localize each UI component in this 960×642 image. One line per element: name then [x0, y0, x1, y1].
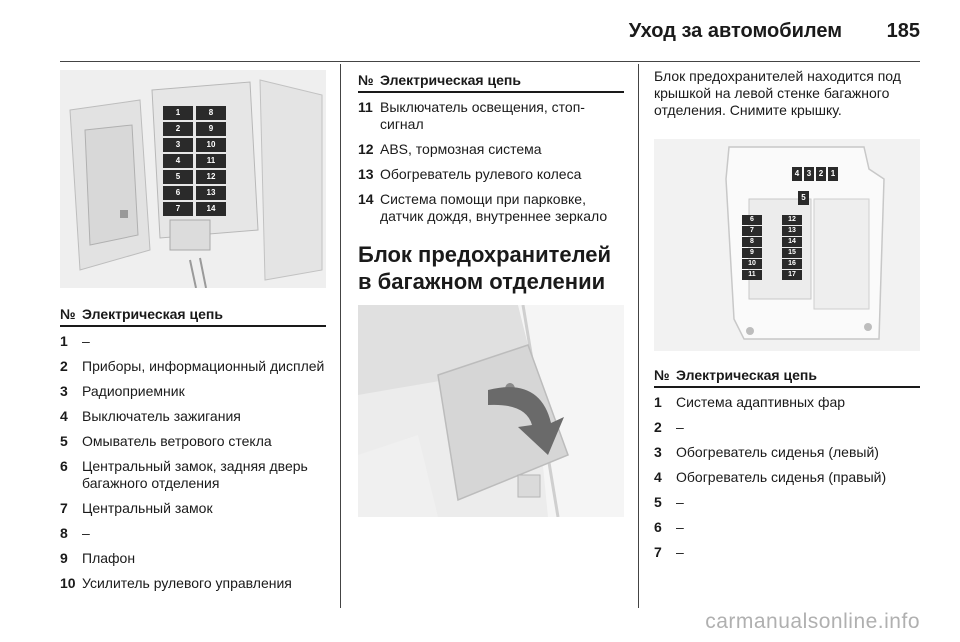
row-description: Выключатель освещения, стоп-сигнал: [380, 99, 585, 132]
fuse-label: 6: [742, 215, 762, 225]
header-rule: [60, 61, 920, 62]
fuse-label: 15: [782, 248, 802, 258]
row-number: 12: [358, 141, 374, 157]
fuse-label: 5: [798, 191, 809, 205]
row-description: –: [82, 525, 90, 541]
fuse-label: 11: [742, 270, 762, 280]
table-1-body: [60, 333, 326, 592]
row-description: Центральный замок: [82, 500, 213, 516]
row-number: 1: [654, 394, 662, 410]
table-row: [60, 525, 326, 542]
column-header-circuit: Электрическая цепь: [82, 306, 223, 322]
row-number: 9: [60, 550, 68, 566]
row-description: Система помощи при парковке, датчик дождя, внутреннее зеркало: [380, 191, 608, 224]
fuse-label: 7: [163, 202, 193, 216]
fuse-label: 13: [782, 226, 802, 236]
table-row: [654, 394, 920, 411]
fuse-label: 10: [742, 259, 762, 269]
row-description: –: [676, 544, 684, 560]
table-2-body: [358, 99, 624, 225]
fuse-label: 5: [163, 170, 193, 184]
fuse-label: 8: [196, 106, 226, 120]
fuse-label: 9: [742, 248, 762, 258]
row-number: 10: [60, 575, 76, 591]
fuse-label: 9: [196, 122, 226, 136]
page-title: Уход за автомобилем: [628, 20, 842, 42]
row-number: 2: [60, 358, 68, 374]
column-header-circuit: Электрическая цепь: [676, 367, 817, 383]
row-description: ABS, тормозная система: [380, 141, 542, 157]
fuse-label: 1: [828, 167, 838, 181]
row-description: –: [676, 494, 684, 510]
row-description: Обогреватель сиденья (правый): [676, 469, 887, 485]
fuse-labels-right: [782, 215, 802, 281]
row-number: 14: [358, 191, 374, 207]
row-description: Плафон: [82, 550, 136, 566]
table-row: [654, 419, 920, 436]
fuse-label: 3: [804, 167, 814, 181]
column-2: [358, 70, 624, 517]
table-row: [358, 166, 624, 183]
row-number: 6: [654, 519, 662, 535]
table-row: [60, 358, 326, 375]
row-description: Усилитель рулевого управления: [82, 575, 292, 591]
fuse-label: 7: [742, 226, 762, 236]
column-header-circuit: Электрическая цепь: [380, 72, 521, 88]
table-row: [60, 500, 326, 517]
fuse-label: 1: [163, 106, 193, 120]
row-description: –: [676, 419, 684, 435]
table-row: [60, 550, 326, 567]
fuse-label: 14: [196, 202, 226, 216]
section-title: Блок предохранителей в багажном отделении: [358, 242, 612, 294]
row-number: 13: [358, 166, 374, 182]
row-number: 3: [60, 383, 68, 399]
fuse-label: 12: [196, 170, 226, 184]
engine-fuse-box-photo: [60, 70, 326, 288]
column-header-number: №: [60, 306, 76, 322]
fuse-label: 10: [196, 138, 226, 152]
row-description: Выключатель зажигания: [82, 408, 241, 424]
fuse-label: 6: [163, 186, 193, 200]
row-description: Обогреватель рулевого колеса: [380, 166, 582, 182]
fuse-label: 3: [163, 138, 193, 152]
fuse-label: 17: [782, 270, 802, 280]
table-3-header: [654, 365, 920, 388]
row-number: 11: [358, 99, 373, 115]
row-description: Система адаптивных фар: [676, 394, 846, 410]
table-row: [654, 544, 920, 561]
table-row: [60, 383, 326, 400]
watermark[interactable]: carmanualsonline.info: [705, 610, 920, 633]
fuse-labels-right: [196, 106, 226, 218]
table-1-header: [60, 304, 326, 327]
trunk-cover-photo: [358, 305, 624, 517]
row-number: 7: [60, 500, 68, 516]
table-row: [654, 469, 920, 486]
fuse-label: 4: [163, 154, 193, 168]
table-3-body: [654, 394, 920, 561]
row-number: 3: [654, 444, 662, 460]
column-header-number: №: [358, 72, 374, 88]
page-number: 185: [886, 20, 920, 42]
table-2-header: [358, 70, 624, 93]
row-number: 5: [654, 494, 662, 510]
column-1: [60, 70, 326, 600]
fuse-label: 14: [782, 237, 802, 247]
table-row: [60, 575, 326, 592]
column-header-number: №: [654, 367, 670, 383]
column-divider-left: [340, 64, 341, 608]
row-description: Радиоприемник: [82, 383, 185, 399]
trunk-fuse-box-diagram: [654, 139, 920, 351]
row-description: –: [676, 519, 684, 535]
fuse-label: 8: [742, 237, 762, 247]
table-row: [654, 444, 920, 461]
fuse-label: 13: [196, 186, 226, 200]
column-3: [654, 70, 920, 569]
row-description: –: [82, 333, 90, 349]
row-number: 4: [654, 469, 662, 485]
table-row: [60, 458, 326, 492]
fuse-label: 4: [792, 167, 802, 181]
row-description: Обогреватель сиденья (левый): [676, 444, 879, 460]
fuse-label: 2: [163, 122, 193, 136]
row-number: 7: [654, 544, 662, 560]
column-divider-right: [638, 64, 639, 608]
table-row: [358, 99, 624, 133]
row-number: 6: [60, 458, 68, 474]
row-number: 5: [60, 433, 68, 449]
fuse-label: 2: [816, 167, 826, 181]
fuse-labels-left: [742, 215, 762, 281]
row-number: 2: [654, 419, 662, 435]
row-number: 1: [60, 333, 68, 349]
fuse-labels-top: [792, 167, 838, 181]
table-row: [60, 433, 326, 450]
table-row: [654, 494, 920, 511]
row-description: Омыватель ветрового стекла: [82, 433, 272, 449]
row-description: Центральный замок, задняя дверь багажного отделения: [82, 458, 308, 491]
table-row: [60, 408, 326, 425]
fuse-label: 12: [782, 215, 802, 225]
fuse-label: 11: [196, 154, 226, 168]
table-row: [60, 333, 326, 350]
fuse-panel-illustration: [60, 70, 326, 288]
fuse-label: 16: [782, 259, 802, 269]
row-number: 4: [60, 408, 68, 424]
trunk-illustration: [358, 305, 624, 517]
row-description: Приборы, информационный дисплей: [82, 358, 325, 374]
table-row: [654, 519, 920, 536]
table-row: [358, 191, 624, 225]
intro-paragraph: Блок предохранителей находится под крышкой на левой стенке багажного отделения. Снимите крышку.: [654, 68, 901, 118]
table-row: [358, 141, 624, 158]
fuse-labels-left: [163, 106, 193, 218]
row-number: 8: [60, 525, 68, 541]
